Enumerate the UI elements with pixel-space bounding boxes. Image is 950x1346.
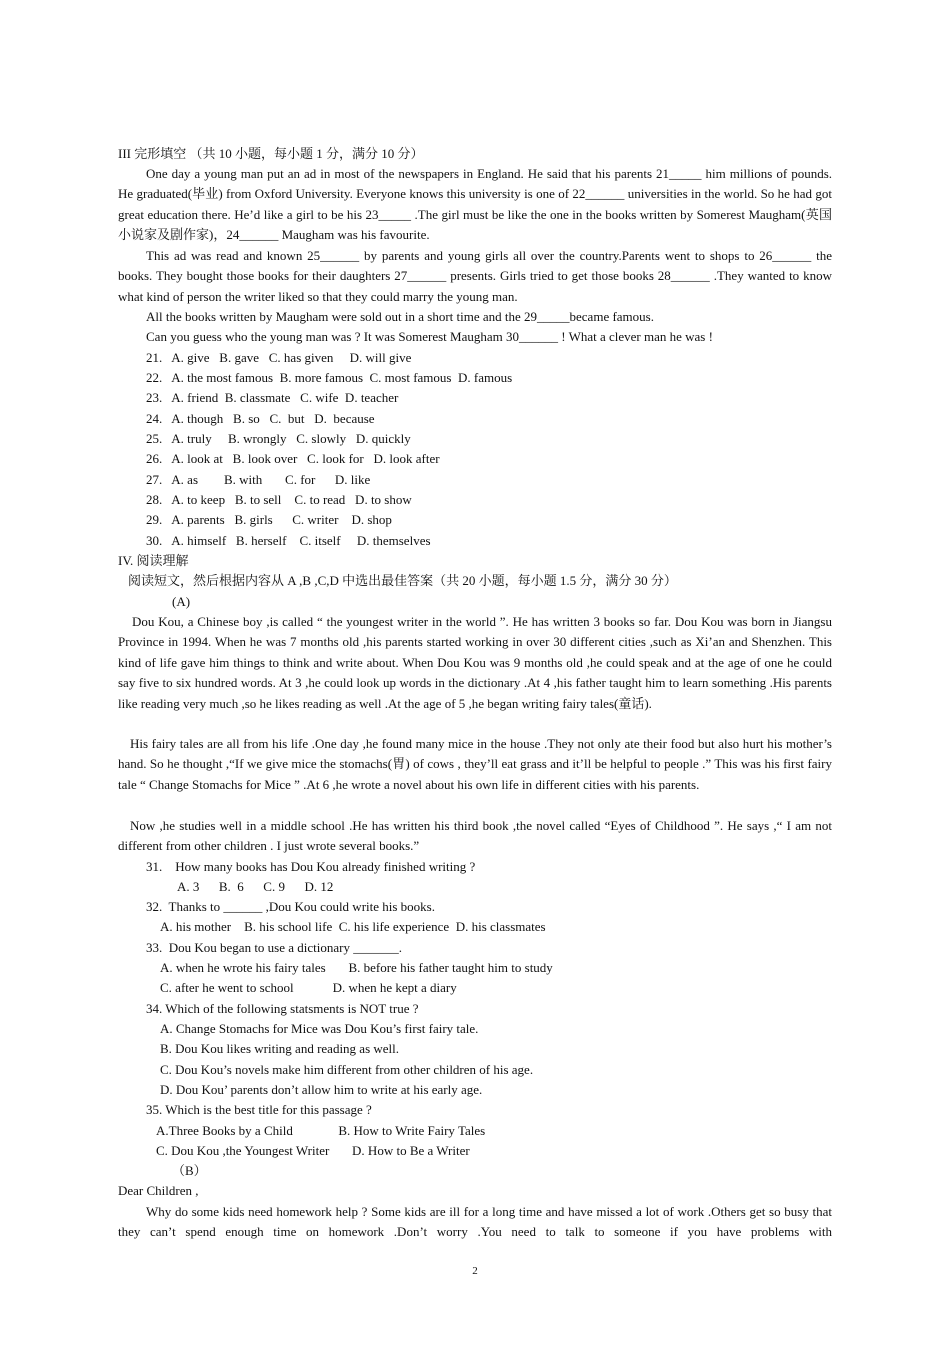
question-34-option-a: A. Change Stomachs for Mice was Dou Kou’s first fairy tale. bbox=[160, 1021, 479, 1036]
question-34: 34. Which of the following statsments is NOT true ? bbox=[146, 1001, 419, 1016]
question-31-options: A. 3 B. 6 C. 9 D. 12 bbox=[177, 879, 334, 894]
cloze-paragraph-4: Can you guess who the young man was ? It was Somerest Maugham 30______ ! What a clever man he was ! bbox=[146, 329, 713, 344]
question-32-options: A. his mother B. his school life C. his life experience D. his classmates bbox=[160, 919, 546, 934]
cloze-option-28: 28. A. to keep B. to sell C. to read D. to show bbox=[146, 492, 412, 507]
cloze-option-23: 23. A. friend B. classmate C. wife D. teacher bbox=[146, 390, 399, 405]
question-34-option-c: C. Dou Kou’s novels make him different from other children of his age. bbox=[160, 1062, 534, 1077]
passage-a-paragraph-2: His fairy tales are all from his life .One day ,he found many mice in the house .They not only ate their food but also hurt his mother’s hand. So he thought ,“If we give mice the stomachs(胃) of cows , they’ll eat grass and it’ll be helpful to people .” This was his first fairy tale “ Change Stomachs for Mice ” .At 6 ,he wrote a novel about his own life in different cities with his parents. bbox=[118, 736, 832, 792]
reading-instructions: 阅读短文，然后根据内容从 A ,B ,C,D 中选出最佳答案（共 20 小题，每小题 1.5 分，满分 30 分） bbox=[128, 573, 677, 588]
cloze-option-22: 22. A. the most famous B. more famous C. most famous D. famous bbox=[146, 370, 513, 385]
passage-b-paragraph-1: Why do some kids need homework help ? Some kids are ill for a long time and have missed a lot of work .Others get so busy that they can’t spend enough time on homework .Don’t worry .You need to talk to someone if you have problems with bbox=[118, 1204, 832, 1240]
question-32: 32. Thanks to ______ ,Dou Kou could write his books. bbox=[146, 899, 435, 914]
cloze-option-21: 21. A. give B. gave C. has given D. will give bbox=[146, 350, 412, 365]
passage-a-paragraph-3: Now ,he studies well in a middle school .He has written his third book ,the novel called “Eyes of Childhood ”. He says ,“ I am not different from other children . I just wrote several books.” bbox=[118, 818, 832, 854]
cloze-option-27: 27. A. as B. with C. for D. like bbox=[146, 472, 371, 487]
cloze-option-24: 24. A. though B. so C. but D. because bbox=[146, 411, 375, 426]
cloze-option-26: 26. A. look at B. look over C. look for D. look after bbox=[146, 451, 440, 466]
question-35-options-ab: A.Three Books by a Child B. How to Write Fairy Tales bbox=[156, 1123, 486, 1138]
question-33-options-cd: C. after he went to school D. when he kept a diary bbox=[160, 980, 457, 995]
page-number: 2 bbox=[472, 1265, 478, 1277]
cloze-paragraph-3: All the books written by Maugham were sold out in a short time and the 29_____became famous. bbox=[146, 309, 654, 324]
cloze-option-29: 29. A. parents B. girls C. writer D. shop bbox=[146, 512, 392, 527]
question-35: 35. Which is the best title for this passage ? bbox=[146, 1102, 372, 1117]
question-34-option-b: B. Dou Kou likes writing and reading as well. bbox=[160, 1041, 400, 1056]
cloze-paragraph-1: One day a young man put an ad in most of the newspapers in England. He said that his parents 21_____ him millions of pounds. He graduated(毕业) from Oxford University. Everyone knows this university is one of 22______ universities in the world. So he had got great education there. He’d like a girl to be his 23_____ .The girl must be like the one in the books written by Somerest Maugham(英国小说家及剧作家)，24______ Maugham was his favourite. bbox=[118, 166, 832, 243]
passage-a-label: (A) bbox=[172, 594, 191, 609]
passage-b-label: （B） bbox=[172, 1163, 207, 1178]
question-34-option-d: D. Dou Kou’ parents don’t allow him to write at his early age. bbox=[160, 1082, 483, 1097]
reading-heading: IV. 阅读理解 bbox=[118, 553, 189, 568]
passage-b-greeting: Dear Children , bbox=[118, 1183, 199, 1198]
question-35-options-cd: C. Dou Kou ,the Youngest Writer D. How to Be a Writer bbox=[156, 1143, 470, 1158]
passage-a-paragraph-1: Dou Kou, a Chinese boy ,is called “ the youngest writer in the world ”. He has written 3 books so far. Dou Kou was born in Jiangsu Province in 1994. When he was 7 months old ,his parents started working in over 30 different cities ,such as Xi’an and Shenzhen. This kind of life gave him things to think and write about. When Dou Kou was 9 months old ,he could speak and at the age of one he could say five to six hundred words. At 3 ,he could look up words in the dictionary .At 4 ,his father taught him to learn something .His parents like reading very much ,so he likes reading as well .At the age of 5 ,he began writing fairy tales(童话). bbox=[118, 614, 832, 711]
question-31: 31. How many books has Dou Kou already finished writing ? bbox=[146, 859, 476, 874]
cloze-option-30: 30. A. himself B. herself C. itself D. themselves bbox=[146, 533, 431, 548]
question-33-options-ab: A. when he wrote his fairy tales B. before his father taught him to study bbox=[160, 960, 553, 975]
cloze-paragraph-2: This ad was read and known 25______ by parents and young girls all over the country.Parents went to shops to 26______ the books. They bought those books for their daughters 27______ presents. Girls tried to get those books 28______ .They wanted to know what kind of person the writer liked so that they could marry the young man. bbox=[118, 248, 832, 304]
cloze-heading: III 完形填空 （共 10 小题，每小题 1 分，满分 10 分） bbox=[118, 146, 424, 161]
question-33: 33. Dou Kou began to use a dictionary _______. bbox=[146, 940, 402, 955]
cloze-option-25: 25. A. truly B. wrongly C. slowly D. quickly bbox=[146, 431, 411, 446]
